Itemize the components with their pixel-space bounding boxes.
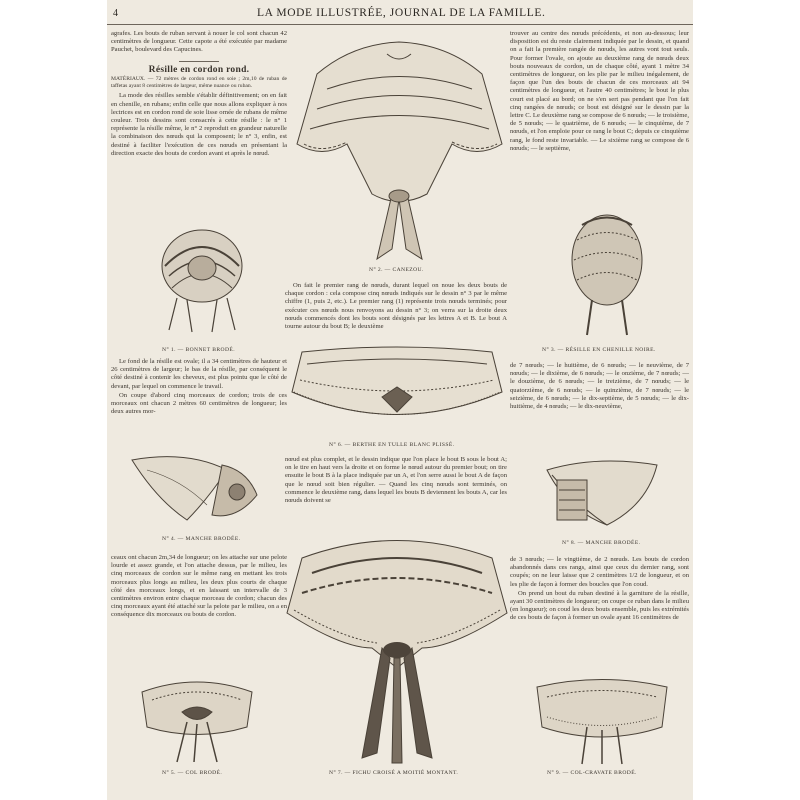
article-paragraph: de 7 nœuds; — le huitième, de 6 nœuds; — le neuvième, de 7 nœuds; — le dixième, de 6 nœuds; — le onzième, de 7 nœuds; — le douzième, de 6 nœuds; — le treizième, de 7 nœuds; — le quatorzième, de 6 nœuds; — le quinzième, de 7 nœuds; — le seizième, de 6 nœuds; — le dix-septième, de 5 nœuds; — le dix-huitième, de 4 nœuds; — le dix-neuvième, [510,362,689,411]
caption-fig7: N° 7. — FICHU CROISÉ A MOITIÉ MONTANT. [329,770,459,776]
resille-engraving [562,205,652,340]
caption-fig9: N° 9. — COL-CRAVATE BRODÉ. [547,770,637,776]
article-paragraph: La mode des résilles semble s'établir définitivement; on en fait en chenille, en rubans; enfin celle que nous allons expliquer à nos lectrices est en cordon rond de soie lisse ornée de rubans de même couleur. Trois dessins sont consacrés à cette résille : le n° 1 représente la résille même, le n° 2 reproduit en grandeur naturelle la combinaison des nœuds qui la composent; le n° 3, enfin, est destiné à faciliter l'exécution de ces nœuds en présentant la direction exacte des bouts de cordon avant et après le nœud. [111,92,287,157]
article-paragraph: On prend un bout du ruban destiné à la garniture de la résille, ayant 30 centimètres de longueur; on coupe ce ruban dans le milieu (en longueur); on coud les deux bouts ensemble, puis les extrémités de ces bouts de façon à former un ovale ayant 16 centimètres de [510,589,689,622]
caption-fig4: N° 4. — MANCHE BRODÉE. [162,536,241,542]
article-paragraph: ceaux ont chacun 2m,34 de longueur; on les attache sur une pelote lourde et assez grande, et l'on attache dessus, par le milieu, les cinq morceaux de cordon sur le même rang en mettant les trois morceaux plus longs au milieu, les deux plus courts de chaque côté des morceaux longs, et en laissant un intervalle de 3 centimètres environ entre chaque morceau de cordon; chacun des cinq morceaux ayant été attaché sur la pelote par le milieu, on a en conséquence dix morceaux ou bouts de cordon. [111,554,287,619]
materials-note: MATÉRIAUX. — 72 mètres de cordon rond en soie ; 2m,10 de ruban de taffetas ayant 8 centimètres de largeur, même nuance ou ruban. [111,75,287,89]
caption-fig5: N° 5. — COL BRODÉ. [162,770,223,776]
article-paragraph: de 3 nœuds; — le vingtième, de 2 nœuds. Les bouts de cordon abandonnés dans ces rangs, ainsi que ceux du dernier rang, sont coupés; on ne leur laisse que 2 centimètres 1/2 de longueur, et on les plie de façon à former des boucles que l'on coud. [510,556,689,588]
intro-text: agrafes. Les bouts de ruban servant à nouer le col sont chacun 42 centimètres de longueur. Cette capote a été exécutée par madame Pauchet, boulevard des Capucines. [111,30,287,54]
collar-engraving [132,672,262,764]
caption-fig1: N° 1. — BONNET BRODÉ. [162,347,235,353]
article-paragraph: trouver au centre des nœuds précédents, et non au-dessous; leur disposition est du reste clairement indiquée par le dessin, et quand on a fait la première rangée de nœuds, les autres vont tout seuls. Pour former l'ovale, on ajoute au deuxième rang de nœuds deux bouts nouveaux de cordon, un de chaque côté, ayant 1 mètre 34 centimètres de longueur, on les plie par le milieu inégalement, de façon que l'un des bouts de chacun de ces morceaux ait 94 centimètres de longueur, et l'autre 40 centimètres; le bout le plus court est placé au bord; on ne s'en sert pas pendant que l'on fait cinq rangées de nœuds; ce bout est désigné sur le dessin par la lettre C. Le deuxième rang se compose de 6 nœuds; — le troisième, de 5 nœuds; — le quatrième, de 6 nœuds; — le cinquième, de 7 nœuds, et l'on emploie pour ce rang le bout C; depuis ce cinquième rang, le fond reste invariable. — Le sixième rang se compose de 6 nœuds; — le septième, [510,30,689,152]
col-cravate-engraving [527,672,677,767]
article-paragraph: On coupe d'abord cinq morceaux de cordon; trois de ces morceaux ont chacun 2 mètres 60 centimètres de longueur; les deux autres mor- [111,391,287,416]
sleeve-engraving [127,450,267,530]
bonnet-engraving [147,218,257,338]
newspaper-page [107,0,693,800]
right-column-middle [510,362,689,450]
caption-fig6: N° 6. — BERTHE EN TULLE BLANC PLISSÉ. [329,442,455,448]
article-paragraph: nœud est plus complet, et le dessin indique que l'on place le bout B sous le bout A; on le tire en haut vers la droite et on forme le nœud autour du premier bout; on tire ensuite le bout B à la place indiquée par un A, et l'on serre aussi le bout A de façon que le nœud soit bien régulier. — Quand les cinq nœuds sont terminés, on commence le deuxième rang, dans lequel les bouts B deviennent les bouts A, car les nœuds doivent se [285,456,507,505]
center-column-middle [285,456,507,518]
center-column-top [285,282,507,344]
masthead-title: LA MODE ILLUSTRÉE, JOURNAL DE LA FAMILLE. [257,7,546,19]
left-column-bottom [111,554,287,664]
page-header [107,6,693,25]
right-column-bottom [510,556,689,668]
caption-fig2: N° 2. — CANEZOU. [369,267,424,273]
left-column-middle [111,358,287,448]
fichu-engraving [282,518,512,768]
berthe-engraving [282,342,512,437]
sleeve-engraving [537,450,667,535]
caption-fig8: N° 8. — MANCHE BRODÉE. [562,540,641,546]
section-title: Résille en cordon rond. [148,64,250,75]
canezou-engraving [292,34,507,264]
right-column-top [510,30,689,226]
caption-fig3: N° 3. — RÉSILLE EN CHENILLE NOIRE. [542,347,656,353]
page-number: 4 [113,8,118,19]
article-paragraph: Le fond de la résille est ovale; il a 34 centimètres de hauteur et 26 centimètres de largeur; le bas de la résille, par conséquent le côté destiné à contenir les cheveux, est plus pointu que le côté de devant, par lequel on commence le travail. [111,358,287,390]
divider [179,61,219,62]
article-paragraph: On fait le premier rang de nœuds, durant lequel on noue les deux bouts de chaque cordon : cela compose cinq nœuds indiqués sur le dessin n° 3 par le même chiffre (1, puis 2, etc.). Le premier rang (1) représente trois nœuds terminés; pour exécuter ces nœuds nous renvoyons au dessin n° 3; on verra sur la droite deux nœuds commencés dont les bouts sont désignés par les lettres A et B. Le bout A tourne autour du bout B; le deuxième [285,282,507,331]
